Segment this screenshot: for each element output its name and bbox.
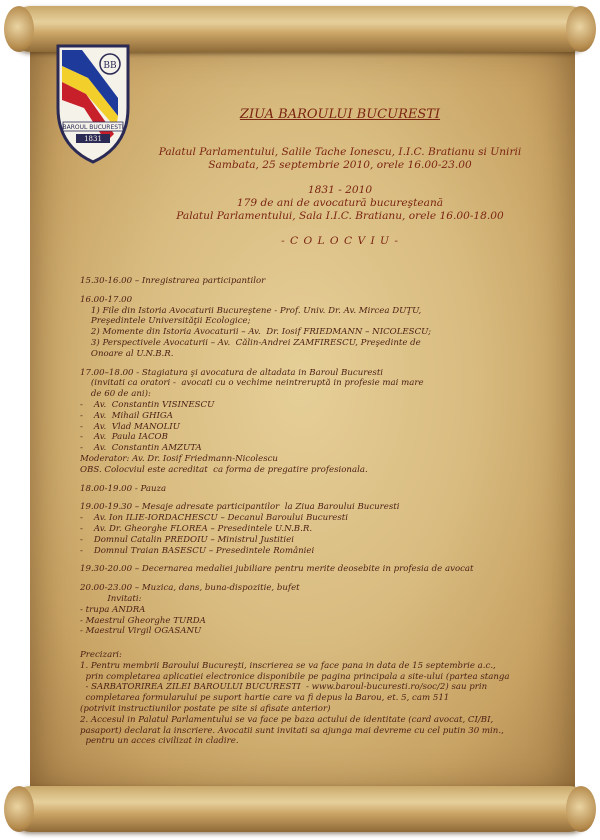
notes-line: (potrivit instructiunilor postate pe site si afisate anterior) (80, 703, 331, 714)
program-section (80, 276, 540, 645)
program-line: - Av. Mihail GHIGA (80, 410, 173, 421)
page-title: ZIUA BAROULUI BUCURESTI (239, 107, 441, 122)
scroll-roll-bottom (8, 786, 592, 832)
baroul-bucuresti-logo (48, 38, 138, 168)
program-line: - Av. Constantin AMZUTA (80, 443, 202, 454)
date-line: Sambata, 25 septembrie 2010, orele 16.00-23.00 (208, 159, 472, 171)
roll-end-left (4, 6, 34, 52)
program-gap (80, 476, 540, 484)
program-line: 1) File din Istoria Avocaturii Bucureştene - Prof. Univ. Dr. Av. Mircea DUŢU, (80, 305, 422, 316)
roll-end-right (566, 786, 596, 832)
program-line: - Av. Paula IACOB (80, 432, 168, 443)
anniversary-line: 179 de ani de avocatură bucureşteană (236, 197, 444, 209)
program-line: 15.30-16.00 – Inregistrarea participantilor (80, 276, 266, 286)
notes-line: prin completarea aplicatiei electronice disponibile pe pagina principala a site-ului (partea stanga (80, 671, 510, 682)
roll-end-left (4, 786, 34, 832)
roll-end-right (566, 6, 596, 52)
program-line: Moderator: Av. Dr. Iosif Friedmann-Nicolescu (80, 453, 278, 464)
program-line: 3) Perspectivele Avocaturii – Av. Călin-Andrei ZAMFIRESCU, Preşedinte de (80, 337, 421, 348)
notes-section (80, 650, 540, 747)
notes-line: pentru un acces civilizat in cladire. (80, 736, 239, 747)
program-line: (invitati ca oratori - avocati cu o vechime neintreruptă in profesie mai mare (80, 378, 424, 389)
notes-line: 1. Pentru membrii Baroului Bucureşti, inscrierea se va face pana in data de 15 septembrie a.c., (80, 660, 496, 671)
program-line: 17.00–18.00 - Stagiatura şi avocatura de altadata in Baroul Bucuresti (80, 367, 384, 378)
program-line: - Av. Dr. Gheorghe FLOREA – Presedintele U.N.B.R. (80, 523, 313, 534)
notes-heading: Precizari: (80, 650, 122, 660)
program-gap (80, 494, 540, 502)
program-gap (80, 637, 540, 645)
logo-banner: BAROUL BUCURESTI (62, 124, 124, 131)
program-line: - Av. Ion ILIE-IORDACHESCU – Decanul Baroului Bucuresti (80, 513, 348, 524)
program-line: - Maestrul Gheorghe TURDA (80, 615, 206, 626)
program-gap (80, 556, 540, 564)
program-line: - Maestrul Virgil OGASANU (80, 626, 202, 637)
program-line: Preşedintele Universităţii Ecologice; (80, 316, 251, 327)
program-line: Onoare al U.N.B.R. (80, 348, 174, 359)
years-line: 1831 - 2010 (307, 184, 373, 196)
program-line: - Domnul Traian BASESCU – Presedintele României (80, 545, 315, 556)
program-line: - Av. Vlad MANOLIU (80, 421, 180, 432)
notes-line: pasaport) declarat la inscriere. Avocatii sunt invitati sa ajunga mai devreme cu cel putin 30 min., (80, 725, 504, 736)
program-gap (80, 360, 540, 368)
program-line: Invitati: (80, 593, 142, 604)
program-line: de 60 de ani): (80, 389, 151, 400)
program-line: 18.00-19.00 - Pauza (80, 483, 167, 494)
program-line: - Domnul Catalin PREDOIU – Ministrul Justitiei (80, 534, 294, 545)
venue2-line: Palatul Parlamentului, Sala I.I.C. Bratianu, orele 16.00-18.00 (176, 210, 504, 222)
program-line: 2) Momente din Istoria Avocaturii – Av. Dr. Iosif FRIEDMANN – NICOLESCU; (80, 327, 431, 338)
colocviu-heading: - C O L O C V I U - (281, 235, 399, 247)
venue-line: Palatul Parlamentului, Salile Tache Ionescu, I.I.C. Bratianu si Unirii (158, 146, 522, 158)
notes-line: - SARBATORIREA ZILEI BAROULUI BUCURESTI - www.baroul-bucuresti.ro/soc/2) sau prin (80, 682, 488, 693)
program-line: - Av. Constantin VISINESCU (80, 399, 215, 410)
program-line: OBS. Colocviul este acreditat ca forma de pregatire profesionala. (80, 464, 368, 475)
program-line: 19.30-20.00 – Decernarea medaliei jubiliare pentru merite deosebite in profesia de avocat (80, 564, 474, 575)
logo-year: 1831 (84, 135, 102, 143)
program-line: 16.00-17.00 (80, 294, 133, 305)
program-line: 20.00-23.00 – Muzica, dans, buna-dispozitie, bufet (80, 583, 300, 594)
notes-line: completarea formularului pe suport hartie care va fi depus la Barou, et. 5, cam 511 (80, 693, 450, 704)
program-line: - trupa ANDRA (80, 604, 146, 615)
notes-line: 2. Accesul in Palatul Parlamentului se va face pe baza actului de identitate (card avocat, CI/BI, (80, 714, 494, 725)
program-gap (80, 287, 540, 295)
program-gap (80, 575, 540, 583)
logo-initials: BB (103, 61, 117, 71)
program-line: 19.00-19.30 – Mesaje adresate participantilor la Ziua Baroului Bucuresti (80, 502, 400, 513)
